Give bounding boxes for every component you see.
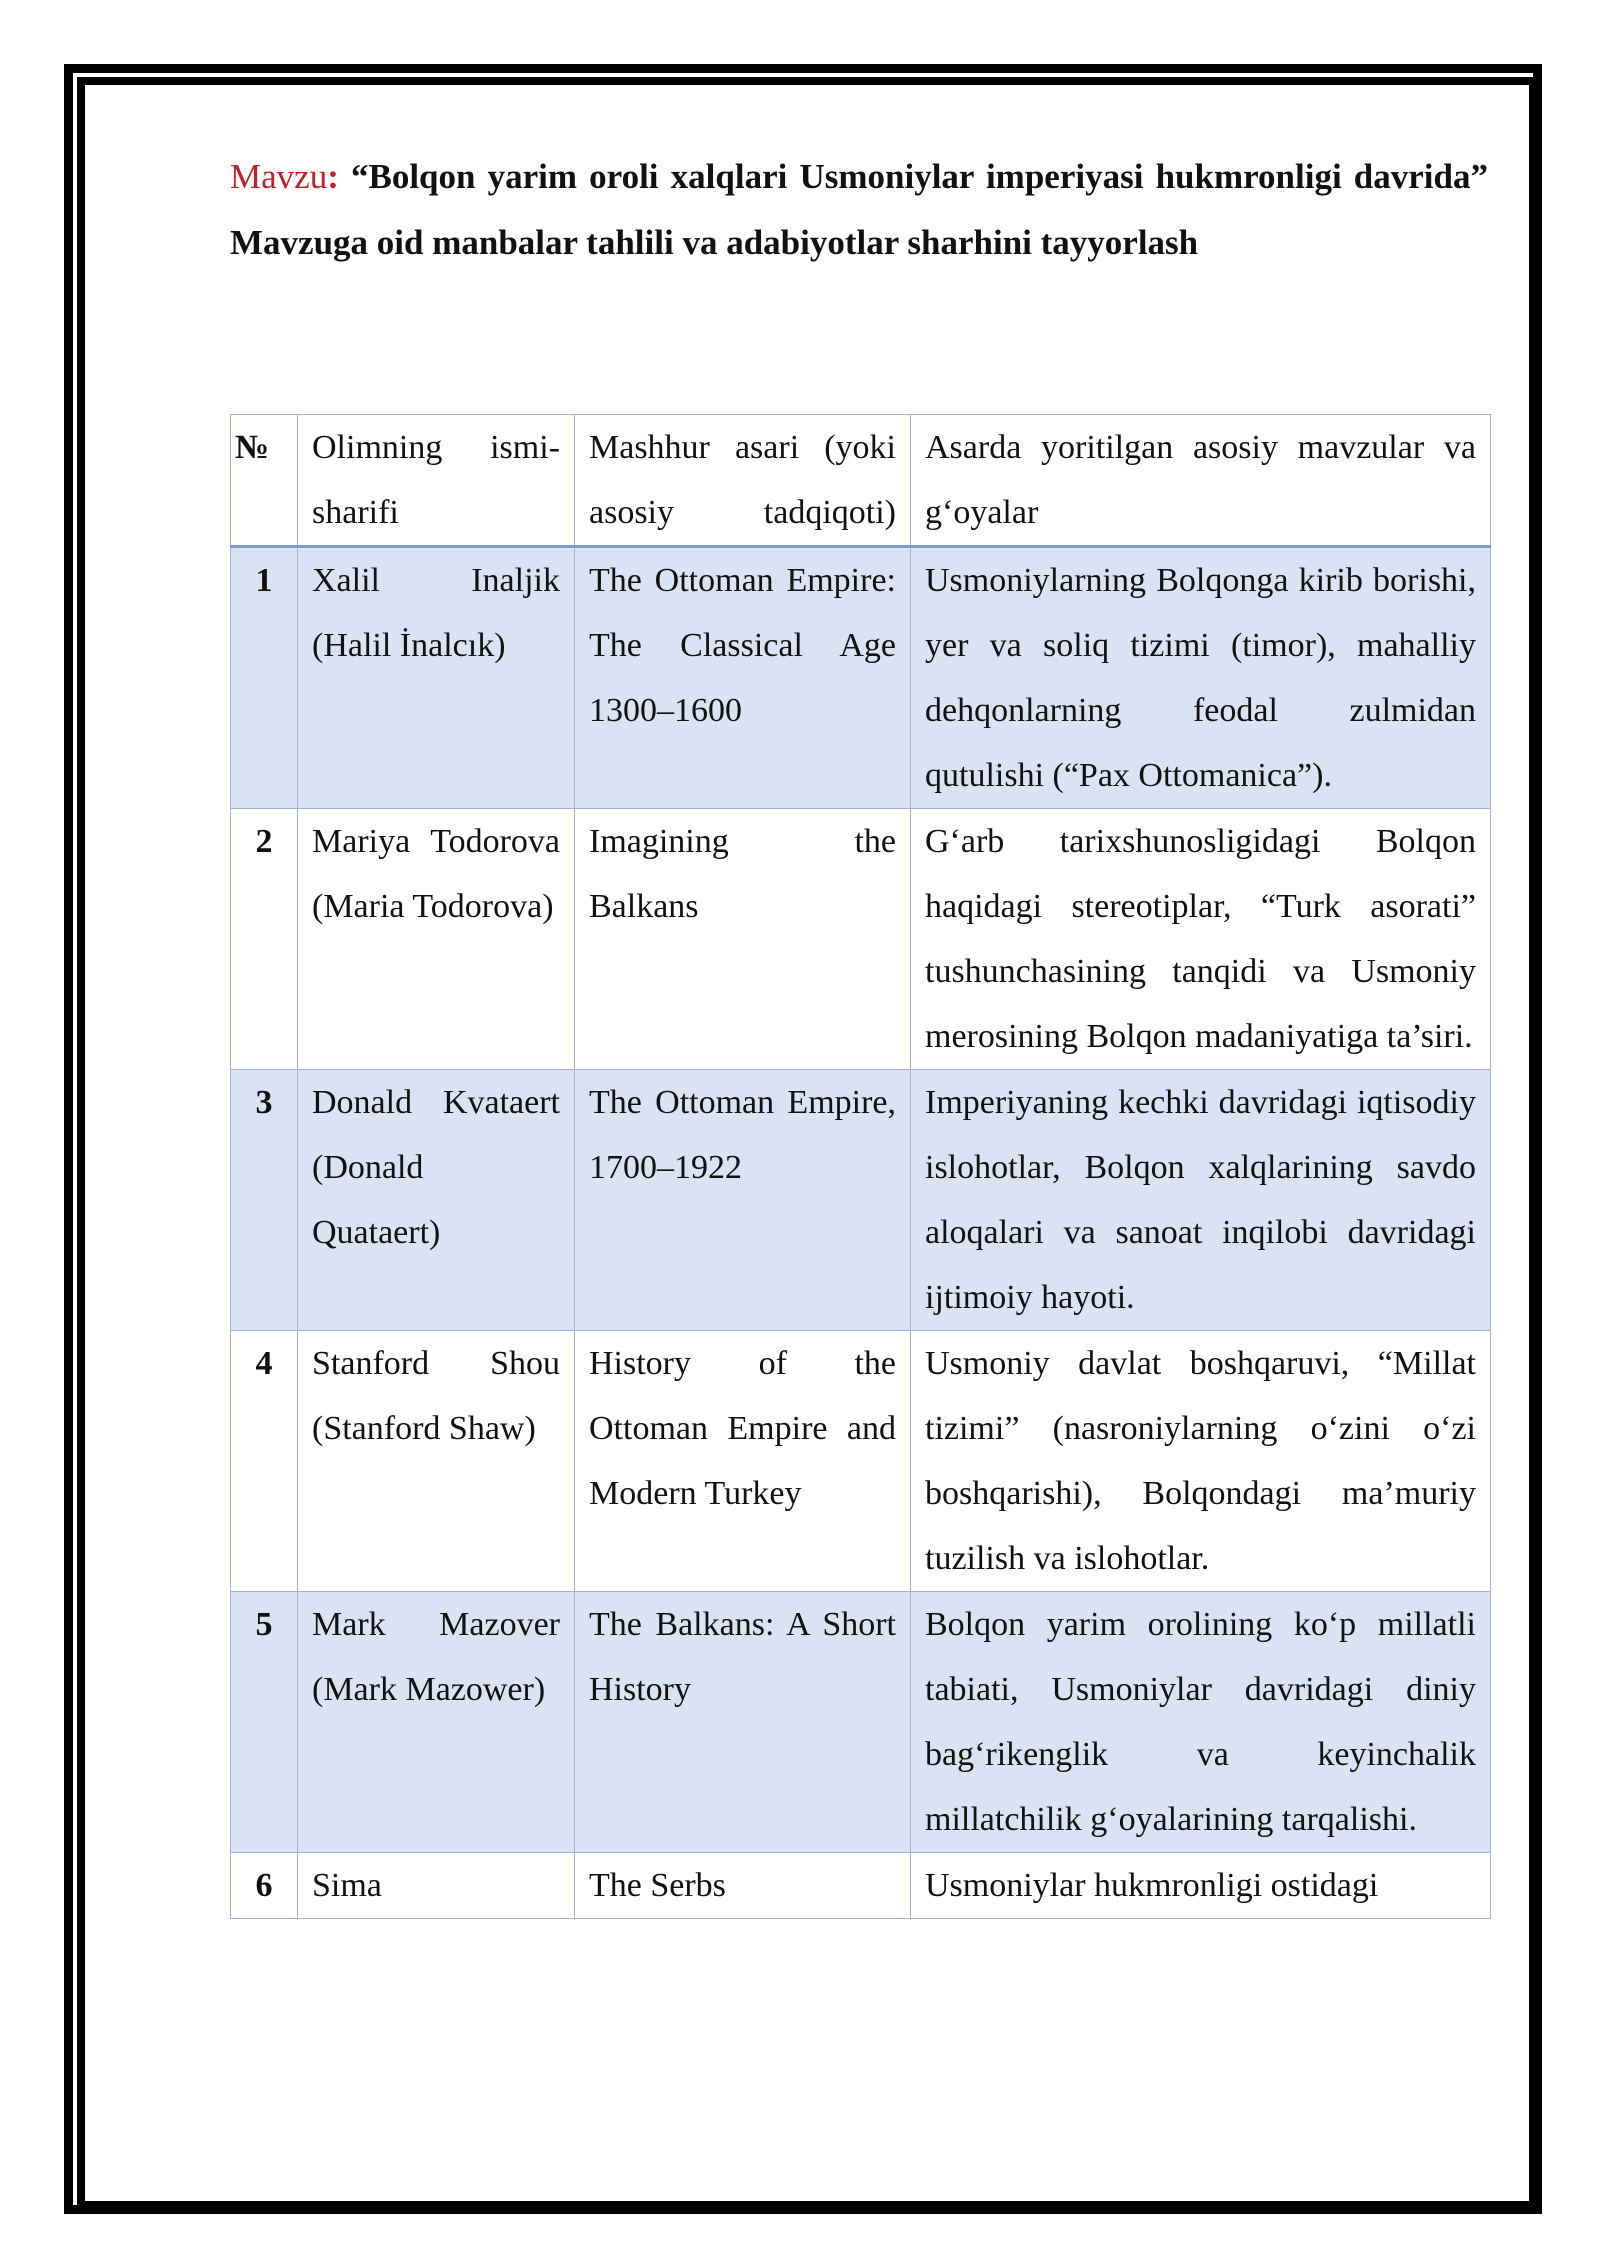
famous-work: The Ottoman Empire, 1700–1922 — [575, 1070, 911, 1331]
row-number: 5 — [231, 1592, 298, 1853]
famous-work: History of the Ottoman Empire and Modern Turkey — [575, 1331, 911, 1592]
table-header-row — [231, 415, 1491, 547]
main-topics: G‘arb tarixshunosligidagi Bolqon haqidagi stereotiplar, “Turk asorati” tushunchasining tanqidi va Usmoniy merosining Bolqon madaniyatiga ta’siri. — [911, 809, 1491, 1070]
table-row — [231, 809, 1491, 1070]
main-topics: Bolqon yarim orolining ko‘p millatli tabiati, Usmoniylar davridagi diniy bag‘rikenglik va keyinchalik millatchilik g‘oyalarining tarqalishi. — [911, 1592, 1491, 1853]
main-topics: Usmoniylar hukmronligi ostidagi — [911, 1853, 1491, 1919]
header-famous-work: Mashhur asari (yoki asosiy tadqiqoti) — [575, 415, 911, 547]
header-main-topics: Asarda yoritilgan asosiy mavzular va g‘oyalar — [911, 415, 1491, 547]
famous-work: The Balkans: A Short History — [575, 1592, 911, 1853]
table-row — [231, 1592, 1491, 1853]
scholar-name: Mark Mazover (Mark Mazower) — [298, 1592, 575, 1853]
famous-work: Imagining the Balkans — [575, 809, 911, 1070]
scholar-name: Xalil Inaljik (Halil İnalcık) — [298, 547, 575, 809]
topic-colon: : — [327, 157, 339, 196]
famous-work: The Ottoman Empire: The Classical Age 1300–1600 — [575, 547, 911, 809]
header-scholar-name: Olimning ismi-sharifi — [298, 415, 575, 547]
row-number: 4 — [231, 1331, 298, 1592]
row-number: 3 — [231, 1070, 298, 1331]
row-number: 1 — [231, 547, 298, 809]
table-row — [231, 1853, 1491, 1919]
row-number: 6 — [231, 1853, 298, 1919]
table-row — [231, 1070, 1491, 1331]
topic-title: “Bolqon yarim oroli xalqlari Usmoniylar imperiyasi hukmronligi davrida” Mavzuga oid manbalar tahlili va adabiyotlar sharhini tayyorlash — [230, 157, 1488, 262]
document-heading — [230, 144, 1488, 276]
scholar-name: Mariya Todorova (Maria Todorova) — [298, 809, 575, 1070]
main-topics: Usmoniylarning Bolqonga kirib borishi, yer va soliq tizimi (timor), mahalliy dehqonlarning feodal zulmidan qutulishi (“Pax Ottomanica”). — [911, 547, 1491, 809]
main-topics: Imperiyaning kechki davridagi iqtisodiy islohotlar, Bolqon xalqlarining savdo aloqalari va sanoat inqilobi davridagi ijtimoiy hayoti. — [911, 1070, 1491, 1331]
header-number: № — [231, 415, 298, 547]
topic-label: Mavzu — [230, 157, 328, 196]
scholars-table — [230, 414, 1491, 1919]
scholar-name: Stanford Shou (Stanford Shaw) — [298, 1331, 575, 1592]
table-row — [231, 547, 1491, 809]
famous-work: The Serbs — [575, 1853, 911, 1919]
table-row — [231, 1331, 1491, 1592]
main-topics: Usmoniy davlat boshqaruvi, “Millat tizimi” (nasroniylarning o‘zini o‘zi boshqarishi), Bolqondagi ma’muriy tuzilish va islohotlar. — [911, 1331, 1491, 1592]
row-number: 2 — [231, 809, 298, 1070]
scholar-name: Donald Kvataert (Donald Quataert) — [298, 1070, 575, 1331]
scholar-name: Sima — [298, 1853, 575, 1919]
